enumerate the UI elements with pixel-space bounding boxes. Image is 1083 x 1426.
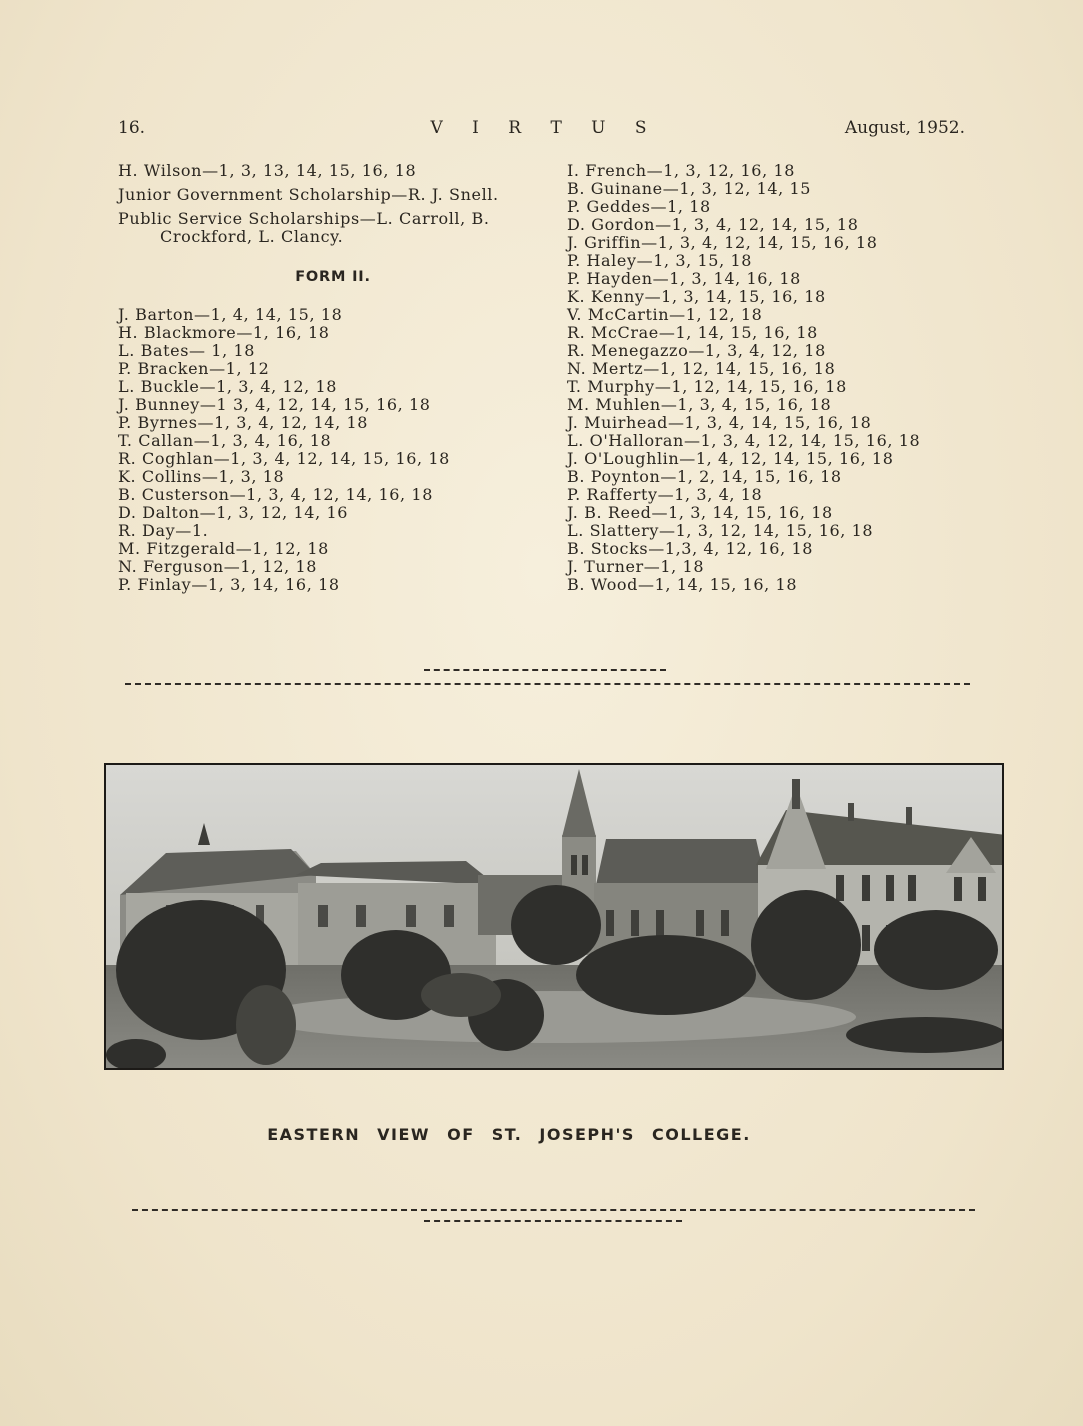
student-entry: J. Bunney—1 3, 4, 12, 14, 15, 16, 18 <box>118 395 431 414</box>
student-entry: B. Poynton—1, 2, 14, 15, 16, 18 <box>567 467 842 486</box>
issue-date: August, 1952. <box>844 118 965 138</box>
form-results-list-right <box>567 162 967 594</box>
student-entry: B. Custerson—1, 3, 4, 12, 14, 16, 18 <box>118 485 433 504</box>
intro-line: Junior Government Scholarship—R. J. Snell. <box>118 185 499 204</box>
student-entry: P. Geddes—1, 18 <box>567 197 711 216</box>
student-entry: P. Finlay—1, 3, 14, 16, 18 <box>118 575 340 594</box>
college-photograph <box>104 763 1004 1070</box>
student-entry: L. O'Halloran—1, 3, 4, 12, 14, 15, 16, 18 <box>567 431 921 450</box>
student-entry: J. Muirhead—1, 3, 4, 14, 15, 16, 18 <box>567 413 872 432</box>
student-entry: H. Blackmore—1, 16, 18 <box>118 323 330 342</box>
student-entry: J. Barton—1, 4, 14, 15, 18 <box>118 305 343 324</box>
ornamental-divider <box>125 683 970 687</box>
student-entry: T. Murphy—1, 12, 14, 15, 16, 18 <box>567 377 847 396</box>
student-entry: J. O'Loughlin—1, 4, 12, 14, 15, 16, 18 <box>567 449 894 468</box>
student-entry: N. Mertz—1, 12, 14, 15, 16, 18 <box>567 359 836 378</box>
student-entry: J. Turner—1, 18 <box>567 557 705 576</box>
page-header <box>118 118 965 142</box>
student-entry: M. Fitzgerald—1, 12, 18 <box>118 539 329 558</box>
student-entry: P. Haley—1, 3, 15, 18 <box>567 251 753 270</box>
page-number: 16. <box>118 118 146 138</box>
student-entry: R. McCrae—1, 14, 15, 16, 18 <box>567 323 818 342</box>
intro-line: Public Service Scholarships—L. Carroll, B. Crockford, L. Clancy. <box>118 209 490 246</box>
publication-title: V I R T U S <box>430 118 659 138</box>
student-entry: D. Dalton—1, 3, 12, 14, 16 <box>118 503 349 522</box>
student-entry: V. McCartin—1, 12, 18 <box>567 305 763 324</box>
right-column <box>567 162 967 594</box>
ornamental-divider <box>132 1209 975 1213</box>
student-entry: L. Slattery—1, 3, 12, 14, 15, 16, 18 <box>567 521 874 540</box>
student-entry: R. Menegazzo—1, 3, 4, 12, 18 <box>567 341 826 360</box>
student-entry: J. Griffin—1, 3, 4, 12, 14, 15, 16, 18 <box>567 233 878 252</box>
student-entry: B. Wood—1, 14, 15, 16, 18 <box>567 575 798 594</box>
form-heading: FORM II. <box>295 269 371 285</box>
intro-block <box>118 162 538 246</box>
student-entry: I. French—1, 3, 12, 16, 18 <box>567 161 796 180</box>
student-entry: K. Kenny—1, 3, 14, 15, 16, 18 <box>567 287 826 306</box>
ornamental-divider <box>424 1220 682 1224</box>
student-entry: T. Callan—1, 3, 4, 16, 18 <box>118 431 332 450</box>
intro-line: H. Wilson—1, 3, 13, 14, 15, 16, 18 <box>118 161 417 180</box>
student-entry: L. Buckle—1, 3, 4, 12, 18 <box>118 377 338 396</box>
student-entry: M. Muhlen—1, 3, 4, 15, 16, 18 <box>567 395 832 414</box>
student-entry: P. Bracken—1, 12 <box>118 359 270 378</box>
student-entry: P. Byrnes—1, 3, 4, 12, 14, 18 <box>118 413 369 432</box>
student-entry: D. Gordon—1, 3, 4, 12, 14, 15, 18 <box>567 215 859 234</box>
student-entry: B. Stocks—1,3, 4, 12, 16, 18 <box>567 539 814 558</box>
left-column <box>118 162 538 594</box>
student-entry: K. Collins—1, 3, 18 <box>118 467 285 486</box>
photo-caption: EASTERN VIEW OF ST. JOSEPH'S COLLEGE. <box>267 1125 751 1144</box>
form-results-list-left <box>118 306 538 594</box>
student-entry: N. Ferguson—1, 12, 18 <box>118 557 318 576</box>
ornamental-divider <box>424 669 666 673</box>
student-entry: R. Coghlan—1, 3, 4, 12, 14, 15, 16, 18 <box>118 449 450 468</box>
student-entry: L. Bates— 1, 18 <box>118 341 255 360</box>
student-entry: P. Rafferty—1, 3, 4, 18 <box>567 485 763 504</box>
student-entry: P. Hayden—1, 3, 14, 16, 18 <box>567 269 801 288</box>
student-entry: B. Guinane—1, 3, 12, 14, 15 <box>567 179 812 198</box>
student-entry: J. B. Reed—1, 3, 14, 15, 16, 18 <box>567 503 833 522</box>
student-entry: R. Day—1. <box>118 521 209 540</box>
